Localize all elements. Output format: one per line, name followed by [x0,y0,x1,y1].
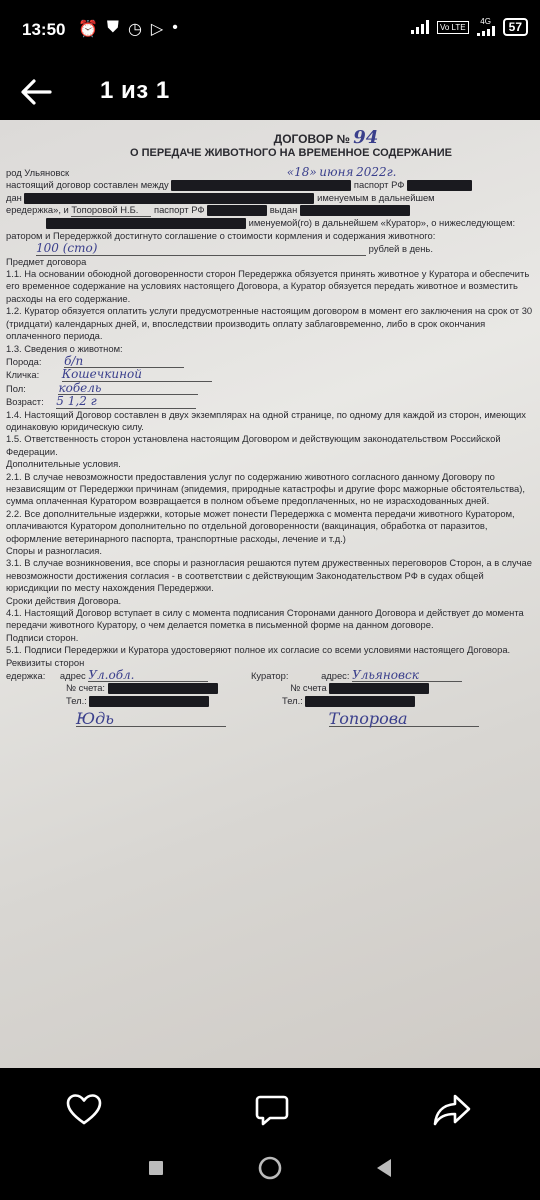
share-icon [424,1082,480,1138]
system-status [411,18,528,36]
app-bar [0,64,540,120]
requisites-title: Реквизиты сторон [6,656,85,668]
signatures-line [6,709,536,729]
shield-icon: ⛊ [106,19,119,36]
section-2-title: Дополнительные условия. [6,458,121,470]
recents-button[interactable] [136,1150,176,1186]
contract-parties-line: настоящий договор составлен между паспорт РФ [6,179,536,191]
requisites-phone-line: Тел.: Тел.: [6,695,536,707]
city-line: род Ульяновск «18» июня 2022г. [6,164,397,179]
heart-icon [56,1082,112,1138]
document-photo[interactable] [0,120,540,1068]
bottom-bar [0,1068,540,1200]
favorite-button[interactable] [56,1082,112,1138]
requisites-account-line: № счета: № счета [6,682,536,694]
clock-icon: ◷ [127,21,142,38]
clock: 13:50 [22,20,66,39]
triangle-back-icon [364,1150,404,1186]
clause-1-4: 1.4. Настоящий Договор составлен в двух экземплярах на одной странице, по одному для каждой из сторон, имеющих одинаковую юридическую силу. [6,408,526,432]
page-counter-title: 1 из 1 [100,77,170,104]
comment-icon [244,1082,300,1138]
status-bar [0,0,540,64]
play-icon: ▷ [150,21,164,38]
agreement-line: ратором и Передержкой достигнуто соглашение о стоимости кормления и содержания животного: [6,229,436,241]
home-button[interactable] [250,1150,290,1186]
peredержka-line: ередержка», и Топоровой Н.Б. паспорт РФ выдан [6,204,536,217]
arrow-left-icon [14,72,58,112]
contract-number: 94 [353,127,379,148]
clause-1-1: 1.1. На основании обоюдной договоренности сторон Передержка обязуется принять животное у Куратора и обеспечить его временное содержание на условиях настоящего Договора, а Куратор обязуется передать животное и возместить расходы на его содержание. [6,268,530,304]
clause-2-2: 2.2. Все дополнительные издержки, которые может понести Передержка с момента передачи животного Куратором, оплачиваются Куратором дополнительно по отдельной договоренности (вакцинация, обработка от паразитов, оформление ветеринарного паспорта, транспортные расходы, лечение и т.д.) [6,507,515,544]
network-indicator [477,18,495,36]
back-button[interactable] [14,72,58,112]
clause-1-3: 1.3. Сведения о животном: [6,342,123,354]
signature-left: Юдь [76,713,226,726]
system-back-button[interactable] [364,1150,404,1186]
more-dot-icon: • [172,19,178,36]
clause-5-1: 5.1. Подписи Передержки и Куратора удостоверяют полное их согласие со всеми условиями настоящего Договора. [6,644,511,656]
nick-line: Кличка: Кошечкиной [6,368,536,381]
contract-title: ДОГОВОР № 94 [273,127,379,148]
contract-subtitle: О ПЕРЕДАЧЕ ЖИВОТНОГО НА ВРЕМЕННОЕ СОДЕРЖАНИЕ [129,147,452,160]
price-line: 100 (сто) рублей в день. [36,241,433,256]
notification-icons [78,19,178,39]
issued-line: дан именуемым в дальнейшем [6,191,435,203]
section-3-title: Споры и разногласия. [6,545,102,556]
requisites-address-line: едержка: адрес Ул.обл. Куратор: адрес: Ульяновск [6,669,536,682]
section-4-title: Сроки действия Договора. [6,594,122,606]
signal-icon [411,20,429,34]
signature-right: Топорова [329,713,479,726]
network-type: 4G [480,17,491,26]
clause-4-1: 4.1. Настоящий Договор вступает в силу с момента подписания Сторонами данного Договора и действует до момента передачи животного Куратору, о чем делается пометка в письменной форме на данном договоре. [6,607,524,631]
volte-badge: Vo LTE [437,21,469,34]
signal-2-icon [477,26,495,36]
section-1-title: Предмет договора [6,255,87,267]
sex-line: Пол: кобель [6,382,536,395]
battery-icon: 57 [503,18,528,36]
alarm-icon: ⏰ [78,21,98,38]
clause-1-5: 1.5. Ответственность сторон установлена настоящим Договором и действующим законодательством Российской Федерации. [6,433,501,457]
age-line: Возраст: 5 1,2 г [6,395,536,408]
share-button[interactable] [424,1082,480,1138]
clause-1-2: 1.2. Куратор обязуется оплатить услуги предусмотренные настоящим договором в момент его заключения на срок от 30 (тридцати) календарных дней, и, впоследствии производить оплату заблаговременно, либо в срок окончания оплаченного периода. [6,305,533,342]
section-5-title: Подписи сторон. [6,631,79,643]
clause-3-1: 3.1. В случае возникновения, все споры и разногласия решаются путем дружественных переговоров Сторон, а в случае невозможности достижения согласия - в соответствии с действующим Законодательством РФ в судах общей юрисдикции по месту нахождения Передержки. [6,557,532,594]
circle-icon [250,1150,290,1186]
curator-named-line: именуемой(го) в дальнейшем «Куратор», о нижеследующем: [6,217,536,229]
contract-document [6,127,536,729]
breed-line: Порода: б/п [6,355,536,368]
clause-2-1: 2.1. В случае невозможности предоставления услуг по содержанию животного согласного данному Договору по независящим от Передержки причинам (эпидемия, природные катастрофы и другие форс мажорные обстоятельства), сумма оплаченная Куратором возвращается в полном объеме предоплаченных, но не израсходованных дней. [6,470,525,507]
square-icon [136,1150,176,1186]
comment-button[interactable] [244,1082,300,1138]
